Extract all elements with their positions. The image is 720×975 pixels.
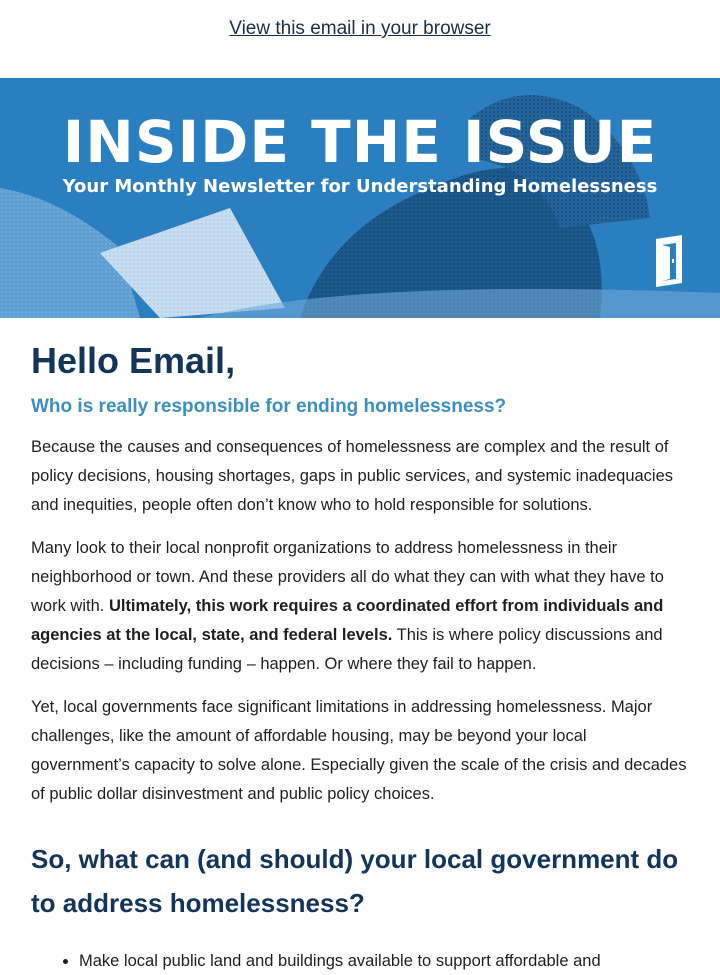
list-item: • Make local public land and buildings available to support affordable and: [79, 947, 689, 975]
hero-title: INSIDE THE ISSUE: [62, 108, 658, 176]
email-content: [0, 340, 720, 975]
top-bar: [0, 0, 720, 78]
section-heading: So, what can (and should) your local government do to address homelessness?: [31, 843, 679, 918]
intro-subheading: Who is really responsible for ending homelessness?: [31, 396, 507, 417]
paragraph-2-bold: Ultimately, this work requires a coordinated effort from individuals and agencies at the local, state, and federal levels.: [31, 596, 664, 644]
paragraph-3: Yet, local governments face significant limitations in addressing homelessness. Major challenges, like the amount of affordable housing, may be beyond your local government’s capacity to solve alone. Especially given the scale of the crisis and decades of public dollar disinvestment and public policy choices.: [31, 698, 687, 803]
view-in-browser-link[interactable]: View this email in your browser: [229, 18, 491, 39]
hero-banner: [0, 78, 720, 318]
paragraph-2-start: Many look to their local nonprofit organizations to address homelessness in their neighborhood or town. And these providers all do what they can with what they have to work with.: [31, 539, 664, 615]
action-list: [31, 947, 689, 975]
hero-subtitle: Your Monthly Newsletter for Understanding Homelessness: [62, 176, 658, 197]
paragraph-2: [31, 534, 689, 678]
door-logo-icon: [652, 235, 688, 287]
paragraph-2-end: This is where policy discussions and decisions – including funding – happen. Or where they fail to happen.: [31, 625, 663, 673]
greeting-heading: Hello Email,: [31, 340, 236, 381]
paragraph-1: Because the causes and consequences of homelessness are complex and the result of policy decisions, housing shortages, gaps in public services, and systemic inadequacies and inequities, people often don’t know who to hold responsible for solutions.: [31, 438, 674, 514]
